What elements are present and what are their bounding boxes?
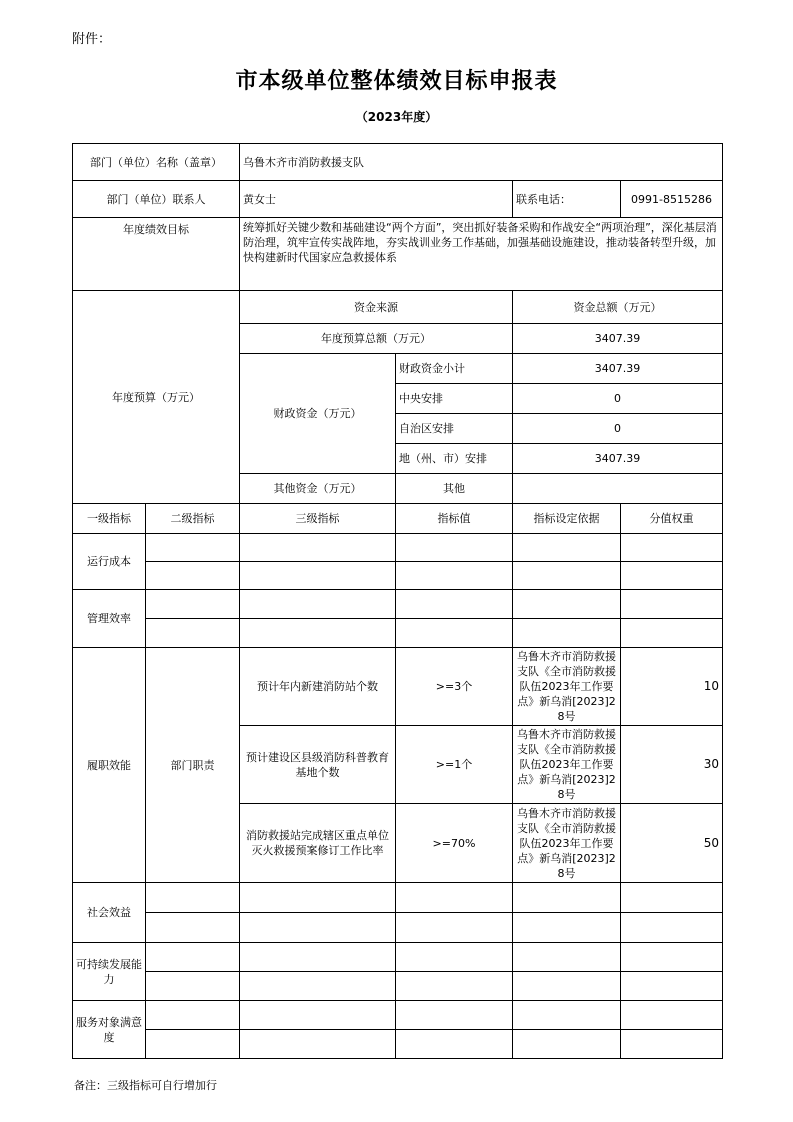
header-level1: 一级指标 — [73, 504, 146, 534]
indicator-value: >=1个 — [396, 726, 513, 804]
other-sub: 其他 — [396, 474, 513, 504]
empty-cell — [146, 590, 240, 619]
budget-label: 年度预算（万元） — [73, 291, 240, 504]
empty-cell — [396, 590, 513, 619]
empty-cell — [240, 1001, 396, 1030]
level1-satisfaction: 服务对象满意度 — [73, 1001, 146, 1059]
empty-cell — [513, 883, 621, 913]
indicator-basis: 乌鲁木齐市消防救援支队《全市消防救援队伍2023年工作要点》新乌消[2023]28号 — [513, 648, 621, 726]
empty-cell — [396, 943, 513, 972]
empty-cell — [240, 972, 396, 1001]
empty-cell — [621, 1030, 723, 1059]
indicator-weight: 10 — [621, 648, 723, 726]
phone-value: 0991-8515286 — [621, 181, 723, 218]
dept-label: 部门（单位）名称（盖章） — [73, 144, 240, 181]
attachment-label: 附件： — [72, 32, 112, 47]
empty-cell — [621, 913, 723, 943]
empty-cell — [396, 1030, 513, 1059]
empty-cell — [146, 972, 240, 1001]
empty-cell — [240, 590, 396, 619]
empty-cell — [146, 1001, 240, 1030]
footer-note: 备注：三级指标可自行增加行 — [74, 1079, 217, 1092]
contact-label: 部门（单位）联系人 — [73, 181, 240, 218]
total-label: 年度预算总额（万元） — [240, 324, 513, 354]
empty-cell — [396, 972, 513, 1001]
empty-cell — [240, 619, 396, 648]
empty-cell — [621, 943, 723, 972]
empty-cell — [513, 562, 621, 590]
empty-cell — [146, 943, 240, 972]
fiscal-row-label: 地（州、市）安排 — [396, 444, 513, 474]
fiscal-row-value: 3407.39 — [513, 444, 723, 474]
amount-header: 资金总额（万元） — [513, 291, 723, 324]
empty-cell — [621, 619, 723, 648]
fiscal-row-value: 0 — [513, 384, 723, 414]
other-value — [513, 474, 723, 504]
header-level3: 三级指标 — [240, 504, 396, 534]
empty-cell — [513, 590, 621, 619]
empty-cell — [621, 534, 723, 562]
empty-cell — [513, 913, 621, 943]
fiscal-row-label: 财政资金小计 — [396, 354, 513, 384]
indicator-basis: 乌鲁木齐市消防救援支队《全市消防救援队伍2023年工作要点》新乌消[2023]28号 — [513, 726, 621, 804]
empty-cell — [146, 534, 240, 562]
empty-cell — [240, 562, 396, 590]
level3-indicator: 预计年内新建消防站个数 — [240, 648, 396, 726]
phone-label: 联系电话： — [513, 181, 621, 218]
level3-indicator: 预计建设区县级消防科普教育基地个数 — [240, 726, 396, 804]
empty-cell — [513, 619, 621, 648]
empty-cell — [513, 1001, 621, 1030]
level1-perf: 履职效能 — [73, 648, 146, 883]
empty-cell — [621, 1001, 723, 1030]
empty-cell — [240, 943, 396, 972]
indicator-weight: 50 — [621, 804, 723, 883]
level3-indicator: 消防救援站完成辖区重点单位灭火救援预案修订工作比率 — [240, 804, 396, 883]
empty-cell — [396, 883, 513, 913]
level1-cost: 运行成本 — [73, 534, 146, 590]
fiscal-label: 财政资金（万元） — [240, 354, 396, 474]
dept-value: 乌鲁木齐市消防救援支队 — [240, 144, 723, 181]
empty-cell — [396, 913, 513, 943]
level1-mgmt: 管理效率 — [73, 590, 146, 648]
empty-cell — [513, 972, 621, 1001]
empty-cell — [240, 883, 396, 913]
empty-cell — [513, 943, 621, 972]
fiscal-row-label: 自治区安排 — [396, 414, 513, 444]
indicator-value: >=3个 — [396, 648, 513, 726]
year-label: （2023年度） — [355, 110, 438, 124]
source-header: 资金来源 — [240, 291, 513, 324]
page-title: 市本级单位整体绩效目标申报表 — [235, 69, 558, 94]
empty-cell — [513, 1030, 621, 1059]
empty-cell — [621, 562, 723, 590]
other-label: 其他资金（万元） — [240, 474, 396, 504]
fiscal-row-value: 3407.39 — [513, 354, 723, 384]
empty-cell — [396, 619, 513, 648]
empty-cell — [240, 1030, 396, 1059]
goal-value: 统筹抓好关键少数和基础建设“两个方面”，突出抓好装备采购和作战安全“两项治理”，深化基层消防治理，筑牢宣传实战阵地，夯实战训业务工作基础，加强基础设施建设，推动装备转型升级，加快构建新时代国家应急救援体系 — [240, 218, 723, 291]
empty-cell — [621, 972, 723, 1001]
header-basis: 指标设定依据 — [513, 504, 621, 534]
indicator-weight: 30 — [621, 726, 723, 804]
level2-perf: 部门职责 — [146, 648, 240, 883]
contact-value: 黄女士 — [240, 181, 513, 218]
empty-cell — [621, 590, 723, 619]
empty-cell — [146, 883, 240, 913]
empty-cell — [146, 562, 240, 590]
header-value: 指标值 — [396, 504, 513, 534]
header-weight: 分值权重 — [621, 504, 723, 534]
empty-cell — [396, 534, 513, 562]
level1-sustain: 可持续发展能力 — [73, 943, 146, 1001]
empty-cell — [240, 534, 396, 562]
fiscal-row-value: 0 — [513, 414, 723, 444]
empty-cell — [621, 883, 723, 913]
indicator-value: >=70% — [396, 804, 513, 883]
empty-cell — [240, 913, 396, 943]
goal-label: 年度绩效目标 — [73, 218, 240, 291]
empty-cell — [396, 562, 513, 590]
total-value: 3407.39 — [513, 324, 723, 354]
empty-cell — [146, 1030, 240, 1059]
level1-social: 社会效益 — [73, 883, 146, 943]
performance-form-table — [72, 143, 723, 1059]
indicator-basis: 乌鲁木齐市消防救援支队《全市消防救援队伍2023年工作要点》新乌消[2023]28号 — [513, 804, 621, 883]
empty-cell — [513, 534, 621, 562]
empty-cell — [146, 913, 240, 943]
header-level2: 二级指标 — [146, 504, 240, 534]
empty-cell — [396, 1001, 513, 1030]
fiscal-row-label: 中央安排 — [396, 384, 513, 414]
empty-cell — [146, 619, 240, 648]
